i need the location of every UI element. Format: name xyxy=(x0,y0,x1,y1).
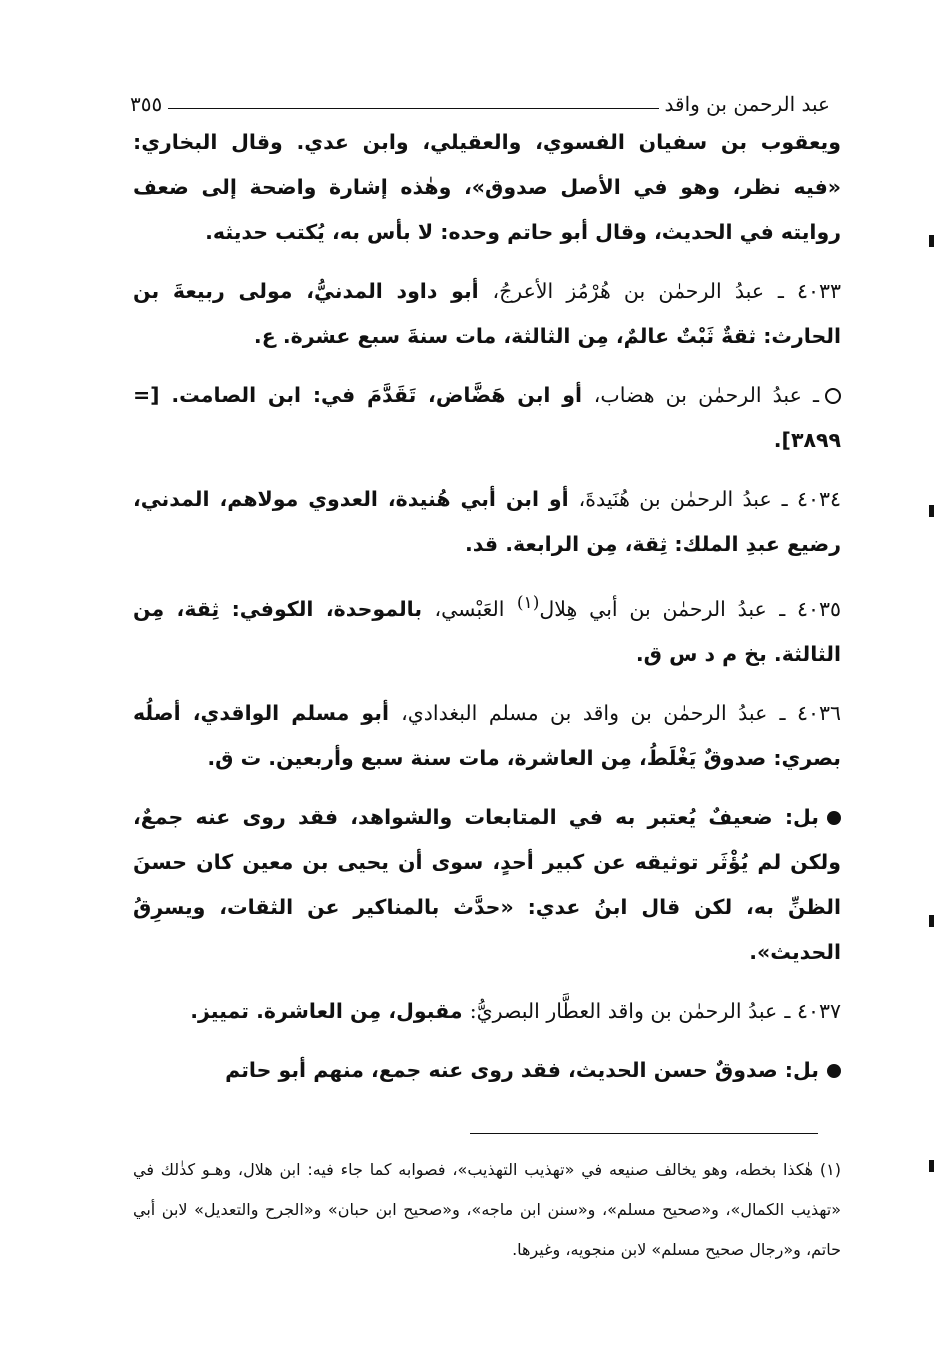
comment-4036 xyxy=(133,795,841,975)
bullet-icon xyxy=(827,1064,841,1078)
entry-name: عبدُ الرحمٰن بن هُرْمُز الأعرجُ، xyxy=(492,279,765,303)
comment-text: ضعيفٌ يُعتبر به في المتابعات والشواهد، فقد روى عنه جمعٌ، ولكن لم يُؤْثَر توثيقه عن كبير أحدٍ، سوى أن يحيى بن معين كان حسنَ الظنِّ به، لكن قال ابنُ عدي: «حدَّث بالمناكير عن الثقات، ويسرِقُ الحديث». xyxy=(133,804,841,964)
margin-mark xyxy=(929,915,934,927)
page-number: ٣٥٥ xyxy=(130,92,163,116)
footnotes xyxy=(133,1150,841,1270)
entry-name-continued: العَبْسي، xyxy=(434,596,505,621)
entry-name: ـ عبدُ الرحمٰن بن هضاب، xyxy=(593,383,819,407)
comment-text: صدوقٌ حسن الحديث، فقد روى عنه جمع، منهم أبو حاتم xyxy=(225,1057,778,1082)
comment-4037 xyxy=(133,1048,841,1093)
paragraph-continuation xyxy=(133,120,841,255)
entry-cross-reference xyxy=(133,373,841,463)
entry-text: أبو مسلم الواقدي، أصلُه بصري: صدوقٌ يَغْلَطُ، مِن العاشرة، مات سنة سبع وأربعين. ت ق. xyxy=(133,700,841,770)
margin-mark xyxy=(929,1160,934,1172)
paragraph-text: ويعقوب بن سفيان الفسوي، والعقيلي، وابن عدي. وقال البخاري: «فيه نظر، وهو في الأصل صدوق»، وهٰذه إشارة واضحة إلى ضعف روايته في الحديث، وقال أبو حاتم وحده: لا بأس به، يُكتب حديثه. xyxy=(133,130,841,244)
footnote-separator xyxy=(470,1133,818,1134)
main-text xyxy=(133,120,841,1107)
entry-text: أبو داود المدنيُّ، مولى ربيعةَ بن الحارث: ثقةٌ ثَبْتٌ عالمٌ، مِن الثالثة، مات سنةَ سبع عشرة. ع. xyxy=(133,279,841,348)
entry-name: عبدُ الرحمٰن بن واقد بن مسلم البغدادي، xyxy=(401,700,768,725)
entry-number: ٤٠٣٦ ـ xyxy=(779,700,841,725)
entry-text: أو ابن أبي هُنيدة، العدوي مولاهم، المدني، رضيع عبدِ الملك: ثِقة، مِن الرابعة. قد. xyxy=(133,487,841,556)
margin-mark xyxy=(929,235,934,247)
header-rule xyxy=(168,108,658,109)
entry-name: عبدُ الرحمٰن بن هُنَيدةَ، xyxy=(578,487,772,511)
margin-mark xyxy=(929,505,934,517)
entry-4035 xyxy=(133,581,841,677)
entry-text: بالموحدة، الكوفي: ثِقة، مِن الثالثة. بخ م د س ق. xyxy=(133,596,841,666)
entry-number: ٤٠٣٤ ـ xyxy=(781,487,841,511)
comment-label: بل: xyxy=(784,804,820,829)
footnote-1: (١) هٰكذا بخطه، وهو يخالف صنيعه في «تهذيب التهذيب»، فصوابه كما جاء فيه: ابن هلال، وهـو كذٰلك في «تهذيب الكمال»، و«صحيح مسلم»، و«سنن ابن ماجه»، و«صحيح ابن حبان» و«الجرح والتعديل» لابن أبي حاتم، و«رجال صحيح مسلم» لابن منجويه، وغيرها. xyxy=(133,1160,841,1259)
entry-name: عبدُ الرحمٰن بن أبي هِلال xyxy=(539,596,767,621)
entry-4036 xyxy=(133,691,841,781)
running-header xyxy=(130,80,830,116)
entry-4034 xyxy=(133,477,841,567)
entry-name: عبدُ الرحمٰن بن واقد العطَّار البصريُّ: xyxy=(469,998,778,1023)
entry-number: ٤٠٣٣ ـ xyxy=(777,279,841,303)
entry-text: أو ابن هَضَّاض، تَقَدَّمَ في: ابن الصامت. [= ٣٨٩٩]. xyxy=(133,383,841,452)
comment-label: بل: xyxy=(784,1057,819,1082)
bullet-icon xyxy=(827,811,841,825)
entry-number: ٤٠٣٥ ـ xyxy=(779,596,842,621)
entry-number: ٤٠٣٧ ـ xyxy=(784,998,841,1023)
footnote-marker: (١) xyxy=(516,593,540,613)
cross-reference-icon xyxy=(825,388,841,404)
entry-text: مقبول، مِن العاشرة. تمييز. xyxy=(190,998,463,1023)
entry-4033 xyxy=(133,269,841,359)
entry-4037 xyxy=(133,989,841,1034)
running-title: عبد الرحمن بن واقد xyxy=(664,92,830,116)
